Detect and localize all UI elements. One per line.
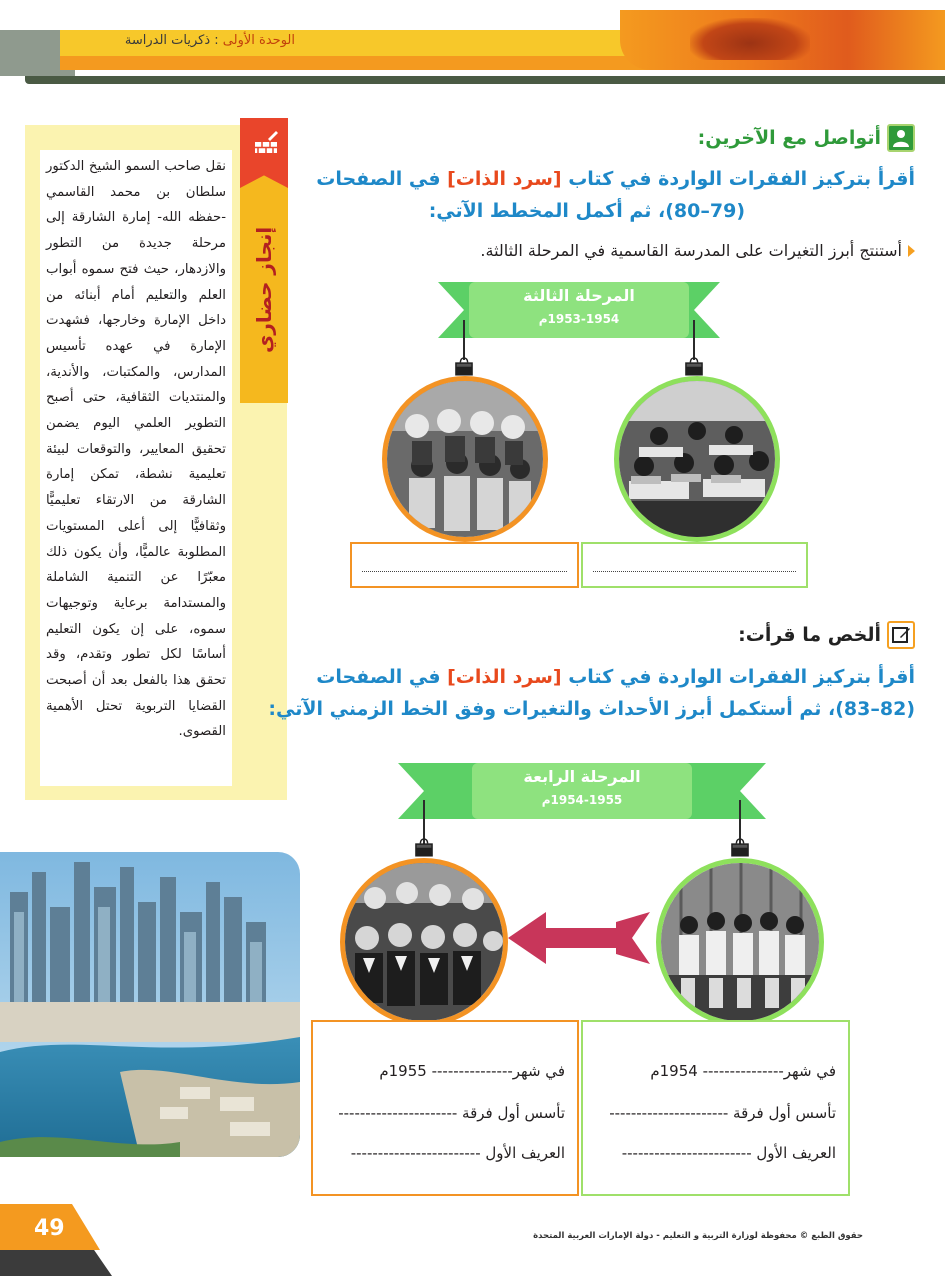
running-header: الوحدة الأولى : ذكريات الدراسة bbox=[124, 33, 295, 48]
section1-task-line1: أقرأ بتركيز الفقرات الواردة في كتاب [سرد الذات] في الصفحات bbox=[316, 168, 915, 190]
sharjah-city-photo bbox=[0, 852, 300, 1157]
stage4-photo-left bbox=[340, 858, 508, 1026]
stage3-title: المرحلة الثالثة bbox=[523, 286, 635, 305]
people-icon bbox=[887, 124, 915, 152]
book-title: [سرد الذات] bbox=[447, 168, 562, 190]
stage4-banner bbox=[398, 763, 766, 819]
section2-heading-text: ألخص ما قرأت: bbox=[738, 624, 881, 646]
stage4-right-month: في شهر--------------- 1954م bbox=[650, 1062, 836, 1080]
stage4-left-month: في شهر--------------- 1955م bbox=[379, 1062, 565, 1080]
stage3-answer-right[interactable] bbox=[581, 542, 808, 588]
hang-string bbox=[463, 320, 465, 360]
stage4-left-troop: تأسس أول فرقة ---------------------- bbox=[338, 1104, 565, 1122]
unit-label: الوحدة الأولى bbox=[222, 33, 295, 48]
stage3-photo-left bbox=[382, 376, 548, 542]
stage3-photo-right bbox=[614, 376, 780, 542]
header-underline bbox=[25, 76, 945, 84]
section2-heading bbox=[738, 621, 915, 649]
section2-task-line1: أقرأ بتركيز الفقرات الواردة في كتاب [سرد الذات] في الصفحات bbox=[316, 666, 915, 688]
binder-clip-icon bbox=[411, 836, 437, 858]
stage4-right-troop: تأسس أول فرقة ---------------------- bbox=[609, 1104, 836, 1122]
book-title: [سرد الذات] bbox=[447, 666, 562, 688]
bullet-triangle-icon bbox=[908, 245, 915, 257]
stage3-answer-left[interactable] bbox=[350, 542, 579, 588]
stage4-title: المرحلة الرابعة bbox=[523, 767, 641, 786]
stage4-answer-right[interactable] bbox=[581, 1020, 850, 1196]
binder-clip-icon bbox=[451, 355, 477, 377]
section2-task-line2: (82–83)، ثم أستكمل أبرز الأحداث والتغيرات وفق الخط الزمني الآتي: bbox=[268, 698, 915, 720]
header-decoration-shape bbox=[690, 18, 810, 60]
edit-note-icon bbox=[887, 621, 915, 649]
brick-wall-icon bbox=[252, 128, 280, 156]
binder-clip-icon bbox=[727, 836, 753, 858]
page-number: 49 bbox=[34, 1216, 65, 1241]
footer-dark-tab bbox=[0, 1250, 112, 1276]
stage4-photo-right bbox=[656, 858, 824, 1026]
binder-clip-icon bbox=[681, 355, 707, 377]
section1-heading bbox=[698, 124, 915, 152]
timeline-arrow-icon bbox=[504, 898, 654, 978]
stage3-banner bbox=[438, 282, 720, 338]
sidebar-tab-label: إنجاز حضاري bbox=[252, 226, 276, 354]
section1-instruction: أستنتج أبرز التغيرات على المدرسة القاسمية في المرحلة الثالثة. bbox=[480, 241, 915, 260]
stage4-right-corporal: العريف الأول ------------------------ bbox=[621, 1144, 836, 1162]
sidebar-text: نقل صاحب السمو الشيخ الدكتور سلطان بن محمد القاسمي -حفظه الله- إمارة الشارقة إلى مرحلة جديدة من التطور والازدهار، حيث فتح سموه أبواب العلم والتعليم أمام أبنائه من داخل الإمارة وخارجها، فشهدت الإمارة في عهده تأسيس المدارس، والمكتبات، والأندية، والمنتديات الثقافية، حتى أصبح التطوير العلمي اليوم يضمن تحقيق المعايير، والتوقعات لبيئة تعليمية نشطة، تمكن إمارة الشارقة من الارتقاء تعليميًّا وثقافيًّا إلى أعلى المستويات المطلوبة عالميًّا، وأن يكون ذلك معبّرًا عن التنمية الشاملة والمستدامة برعاية وتوجيهات سموه، على إن يكون التعليم أساسًا لكل تطور وتقدم، وقد تحقق هذا بالفعل بعد أن أصبحت القضايا التربوية تحتل الأهمية القصوى. bbox=[40, 150, 232, 786]
stage4-years: 1954-1955م bbox=[541, 793, 623, 807]
hang-string bbox=[693, 320, 695, 360]
stage4-answer-left[interactable] bbox=[311, 1020, 579, 1196]
section1-task-line2: (79–80)، ثم أكمل المخطط الآتي: bbox=[428, 200, 745, 222]
stage4-left-corporal: العريف الأول ------------------------ bbox=[350, 1144, 565, 1162]
section1-heading-text: أتواصل مع الآخرين: bbox=[697, 127, 881, 149]
unit-title: ذكريات الدراسة bbox=[124, 33, 211, 48]
copyright-notice: حقوق الطبع © محفوظة لوزارة التربية و التعليم - دولة الإمارات العربية المتحدة bbox=[533, 1231, 863, 1241]
stage3-years: 1953-1954م bbox=[538, 312, 620, 326]
